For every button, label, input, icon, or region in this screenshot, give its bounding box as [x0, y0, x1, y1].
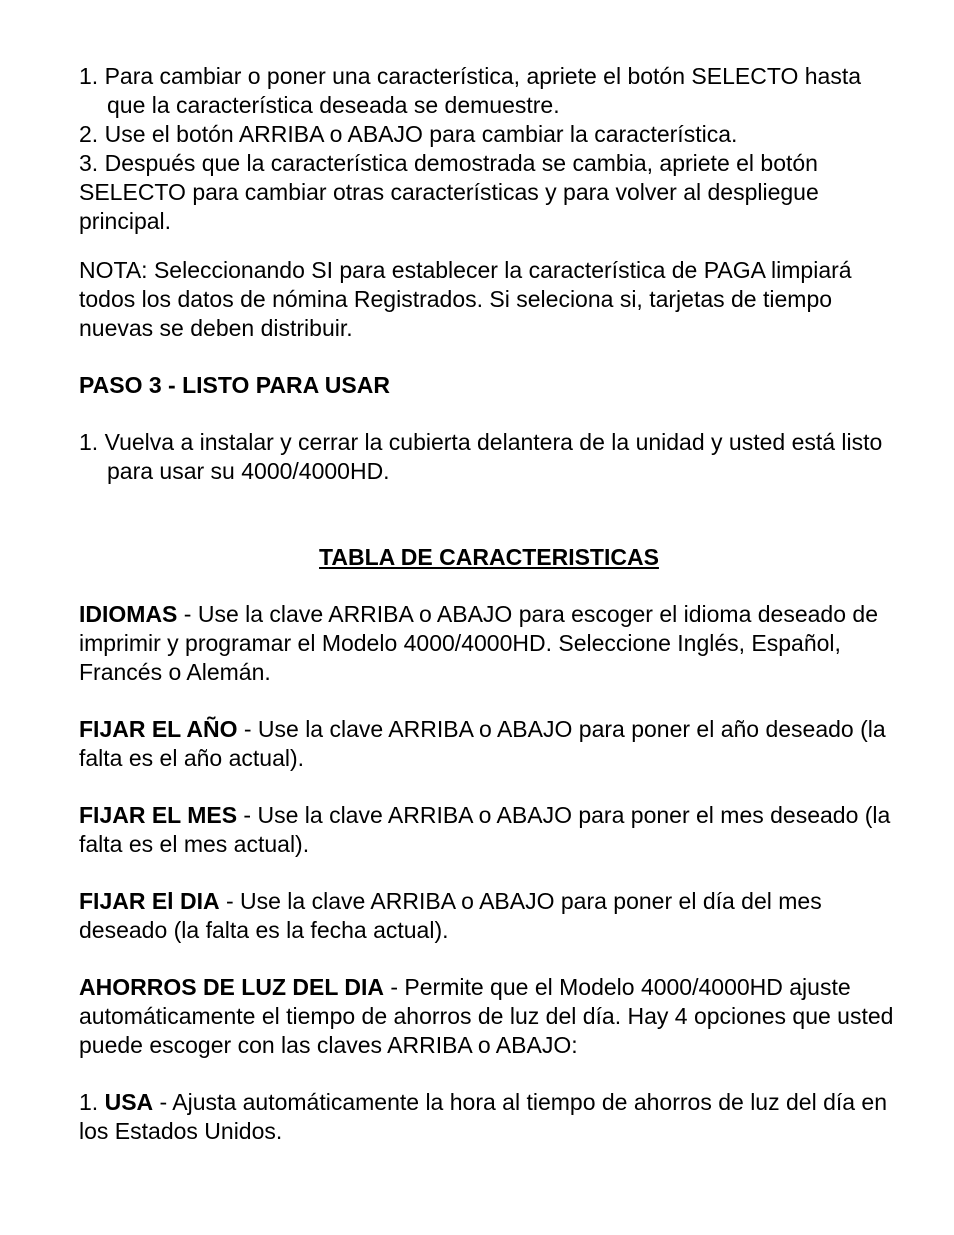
instruction-step-1 — [79, 62, 899, 120]
step-number: 1. — [79, 63, 99, 89]
step-text: Use el botón ARRIBA o ABAJO para cambiar la característica. — [104, 121, 738, 147]
feature-term: FIJAR EL MES — [79, 802, 238, 828]
step-number: 1. — [79, 429, 99, 455]
table-title: TABLA DE CARACTERISTICAS — [319, 544, 659, 570]
feature-description: - Use la clave ARRIBA o ABAJO para escoger el idioma deseado de imprimir y programar el Modelo 4000/4000HD. Seleccione Inglés, Español, Francés o Alemán. — [79, 601, 878, 685]
dst-option-usa — [79, 1088, 899, 1146]
note-paragraph: NOTA: Seleccionando SI para establecer la característica de PAGA limpiará todos los datos de nómina Registrados. Si seleciona si, tarjetas de tiempo nuevas se deben distribuir. — [79, 257, 852, 341]
feature-description: - Use la clave ARRIBA o ABAJO para poner el mes deseado (la falta es el mes actual). — [79, 802, 891, 857]
feature-description: - Use la clave ARRIBA o ABAJO para poner el año deseado (la falta es el año actual). — [79, 716, 886, 771]
step-number: 3. — [79, 150, 99, 176]
feature-term: AHORROS DE LUZ DEL DIA — [79, 974, 384, 1000]
feature-fijar-ano — [79, 715, 899, 773]
option-term: USA — [104, 1089, 154, 1115]
step3-item — [79, 428, 899, 486]
step3-heading: PASO 3 - LISTO PARA USAR — [79, 372, 390, 398]
feature-term: FIJAR EL AÑO — [79, 716, 238, 742]
feature-term: IDIOMAS — [79, 601, 178, 627]
feature-idiomas — [79, 600, 899, 687]
feature-fijar-mes — [79, 801, 899, 859]
feature-fijar-dia — [79, 887, 899, 945]
step-text: Vuelva a instalar y cerrar la cubierta delantera de la unidad y usted está listo para usar su 4000/4000HD. — [104, 429, 883, 484]
instruction-step-3 — [79, 149, 899, 236]
feature-description: - Use la clave ARRIBA o ABAJO para poner el día del mes deseado (la falta es la fecha actual). — [79, 888, 822, 943]
document-page — [79, 62, 899, 1146]
feature-description: - Permite que el Modelo 4000/4000HD ajuste automáticamente el tiempo de ahorros de luz del día. Hay 4 opciones que usted puede escoger con las claves ARRIBA o ABAJO: — [79, 974, 894, 1058]
step-number: 2. — [79, 121, 99, 147]
instruction-step-2 — [79, 120, 899, 149]
option-description: - Ajusta automáticamente la hora al tiempo de ahorros de luz del día en los Estados Unidos. — [79, 1089, 888, 1144]
feature-term: FIJAR El DIA — [79, 888, 220, 914]
feature-ahorros-luz — [79, 973, 899, 1060]
step-text: Para cambiar o poner una característica, apriete el botón SELECTO hasta que la característica deseada se demuestre. — [104, 63, 862, 118]
option-number: 1. — [79, 1089, 105, 1115]
step-text: Después que la característica demostrada se cambia, apriete el botón SELECTO para cambiar otras características y para volver al despliegue principal. — [79, 150, 819, 234]
